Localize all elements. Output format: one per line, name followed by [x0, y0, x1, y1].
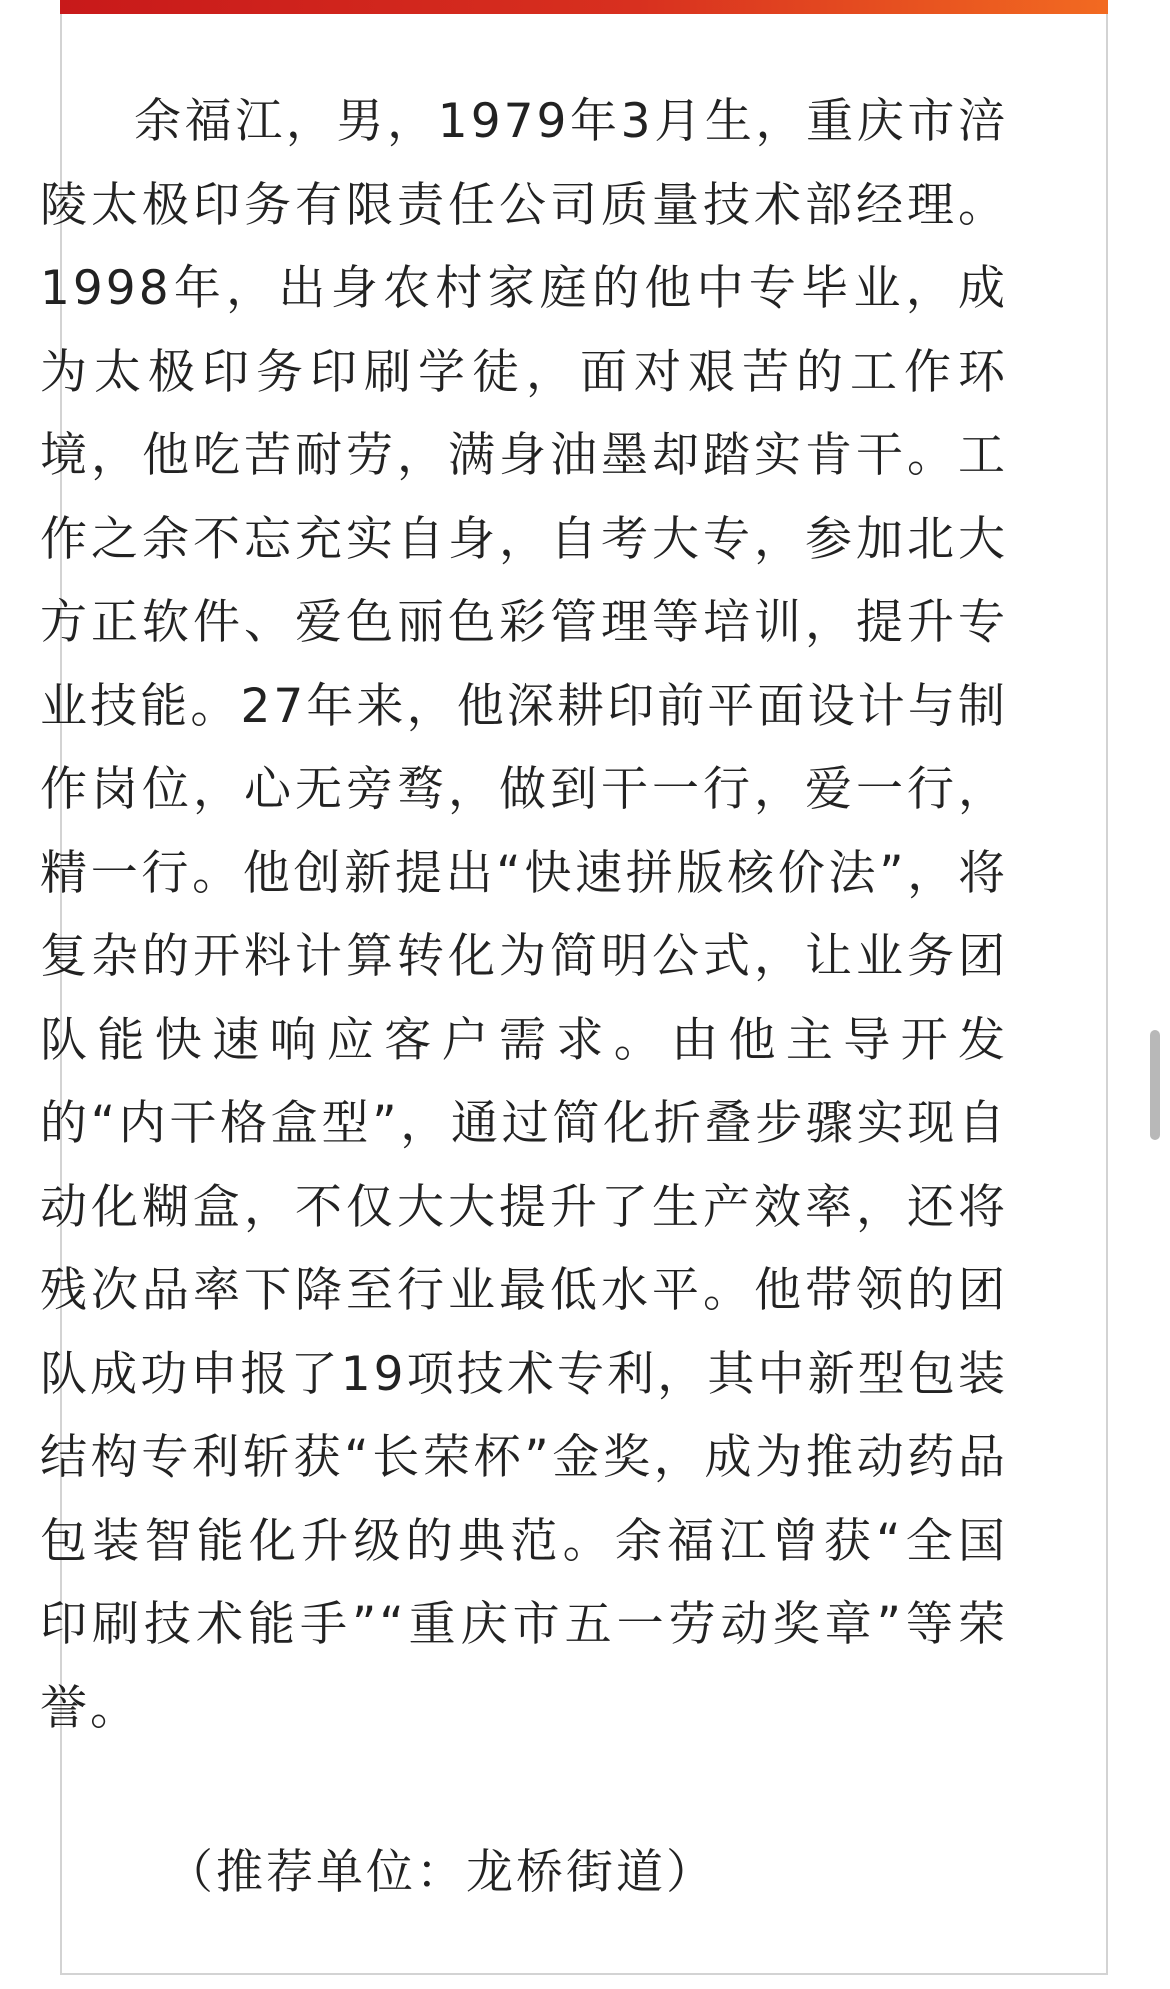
article-body: 余福江，男，1979年3月生，重庆市涪陵太极印务有限责任公司质量技术部经理。1998年，出身农村家庭的他中专毕业，成为太极印务印刷学徒，面对艰苦的工作环境，他吃苦耐劳，满身油墨却踏实肯干。工作之余不忘充实自身，自考大专，参加北大方正软件、爱色丽色彩管理等培训，提升专业技能。27年来，他深耕印前平面设计与制作岗位，心无旁骛，做到干一行，爱一行，精一行。他创新提出“快速拼版核价法”，将复杂的开料计算转化为简明公式，让业务团队能快速响应客户需求。由他主导开发的“内干格盒型”，通过简化折叠步骤实现自动化糊盒，不仅大大提升了生产效率，还将残次品率下降至行业最低水平。他带领的团队成功申报了19项技术专利，其中新型包装结构专利斩获“长荣杯”金奖，成为推动药品包装智能化升级的典范。余福江曾获“全国印刷技术能手”“重庆市五一劳动奖章”等荣誉。 [40, 94, 1008, 1736]
accent-top-bar [60, 0, 1108, 14]
recommender-note: （推荐单位：龙桥街道） [166, 1845, 716, 1900]
scrollbar-thumb[interactable] [1150, 1030, 1160, 1140]
